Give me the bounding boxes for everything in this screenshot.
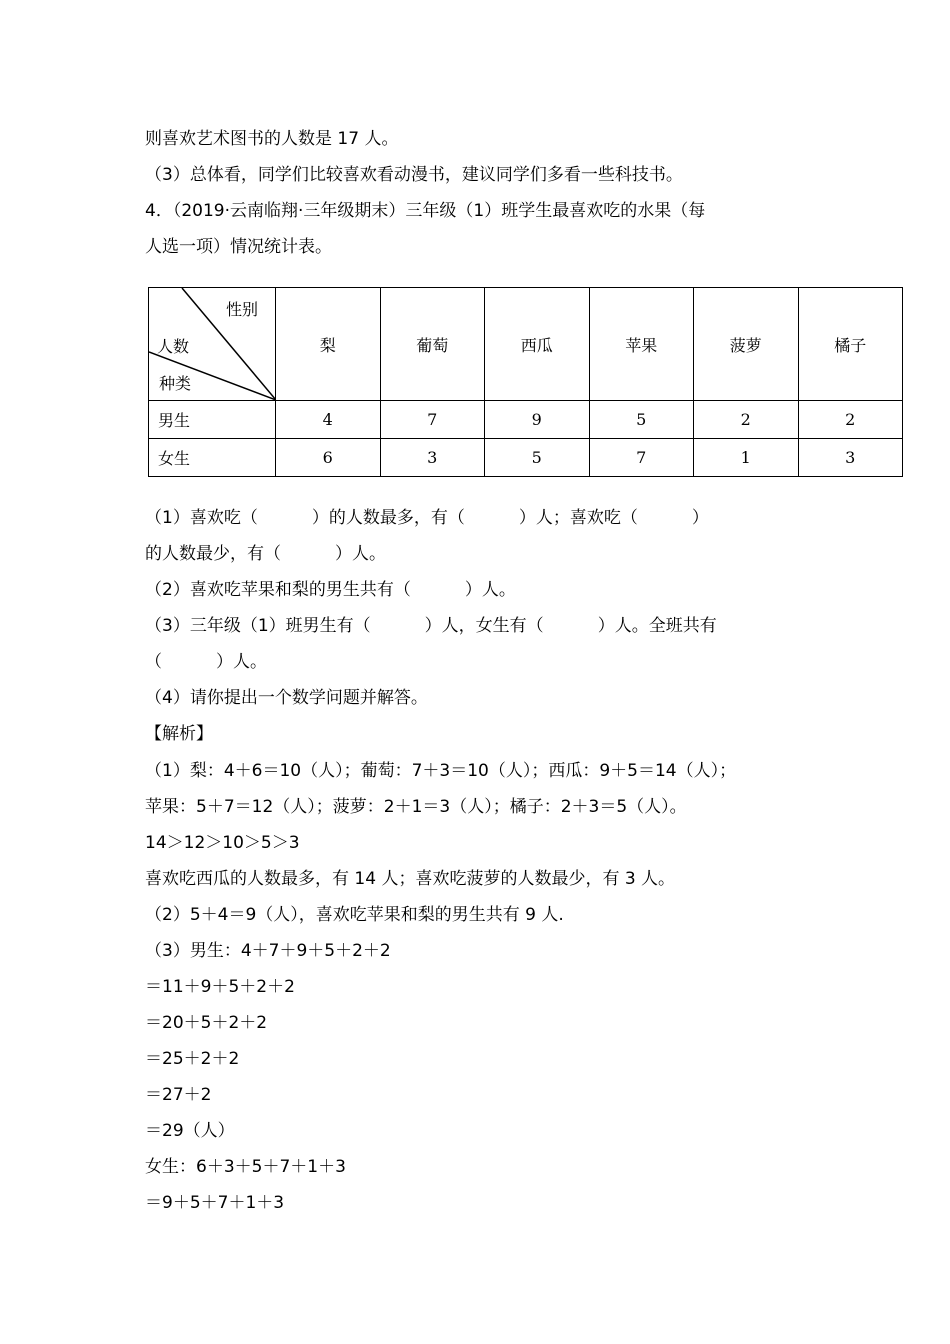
analysis-line: 14＞12＞10＞5＞3 <box>145 833 300 853</box>
analysis-line: 女生：6＋3＋5＋7＋1＋3 <box>145 1157 346 1177</box>
analysis-line: ＝27＋2 <box>145 1085 212 1105</box>
analysis-line: 苹果：5＋7＝12（人）；菠萝：2＋1＝3（人）；橘子：2＋3＝5（人）。 <box>145 797 687 817</box>
intro-line-1: 则喜欢艺术图书的人数是 17 人。 <box>145 129 399 149</box>
row-label-girls: 女生 <box>149 439 276 477</box>
analysis-line: ＝11＋9＋5＋2＋2 <box>145 977 295 997</box>
sub-question-1-line-1: （1）喜欢吃（ ）的人数最多，有（ ）人；喜欢吃（ ） <box>145 508 709 528</box>
cell-girls-pear: 6 <box>276 439 381 477</box>
sub-question-2: （2）喜欢吃苹果和梨的男生共有（ ）人。 <box>145 580 516 600</box>
cell-boys-orange: 2 <box>798 401 903 439</box>
corner-label-gender: 性别 <box>226 300 259 319</box>
cell-girls-pineapple: 1 <box>694 439 799 477</box>
header-orange: 橘子 <box>798 288 903 401</box>
analysis-line: （2）5＋4＝9（人），喜欢吃苹果和梨的男生共有 9 人. <box>145 905 564 925</box>
table-row-boys <box>149 401 903 439</box>
corner-label-count: 人数 <box>157 337 190 356</box>
analysis-line: ＝9＋5＋7＋1＋3 <box>145 1193 285 1213</box>
sub-question-3-line-2: （ ）人。 <box>145 652 268 672</box>
intro-line-2: （3）总体看，同学们比较喜欢看动漫书，建议同学们多看一些科技书。 <box>145 165 683 185</box>
question-title-line-2: 人选一项）情况统计表。 <box>145 237 332 257</box>
cell-girls-orange: 3 <box>798 439 903 477</box>
analysis-line: （3）男生：4＋7＋9＋5＋2＋2 <box>145 941 391 961</box>
question-title-line-1: 4．（2019·云南临翔·三年级期末）三年级（1）班学生最喜欢吃的水果（每 <box>145 201 706 221</box>
analysis-line: ＝25＋2＋2 <box>145 1049 240 1069</box>
corner-label-kind: 种类 <box>159 374 192 393</box>
sub-question-1-line-2: 的人数最少，有（ ）人。 <box>145 544 387 564</box>
analysis-line: 喜欢吃西瓜的人数最多，有 14 人；喜欢吃菠萝的人数最少，有 3 人。 <box>145 869 676 889</box>
cell-girls-apple: 7 <box>589 439 694 477</box>
analysis-heading: 【解析】 <box>145 724 213 744</box>
cell-boys-watermelon: 9 <box>485 401 590 439</box>
header-grape: 葡萄 <box>380 288 485 401</box>
sub-question-3-line-1: （3）三年级（1）班男生有（ ）人，女生有（ ）人。全班共有 <box>145 616 717 636</box>
analysis-line: （1）梨：4＋6＝10（人）；葡萄：7＋3＝10（人）；西瓜：9＋5＝14（人）； <box>145 761 737 781</box>
sub-question-4: （4）请你提出一个数学问题并解答。 <box>145 688 428 708</box>
table-header-row <box>149 288 903 401</box>
cell-boys-grape: 7 <box>380 401 485 439</box>
header-pear: 梨 <box>276 288 381 401</box>
cell-boys-pineapple: 2 <box>694 401 799 439</box>
cell-boys-pear: 4 <box>276 401 381 439</box>
row-label-boys: 男生 <box>149 401 276 439</box>
header-pineapple: 菠萝 <box>694 288 799 401</box>
header-watermelon: 西瓜 <box>485 288 590 401</box>
cell-girls-grape: 3 <box>380 439 485 477</box>
cell-girls-watermelon: 5 <box>485 439 590 477</box>
header-apple: 苹果 <box>589 288 694 401</box>
cell-boys-apple: 5 <box>589 401 694 439</box>
analysis-line: ＝29（人） <box>145 1121 235 1141</box>
table-corner-cell <box>149 288 276 401</box>
fruit-statistics-table <box>148 287 903 477</box>
analysis-line: ＝20＋5＋2＋2 <box>145 1013 268 1033</box>
table-row-girls <box>149 439 903 477</box>
